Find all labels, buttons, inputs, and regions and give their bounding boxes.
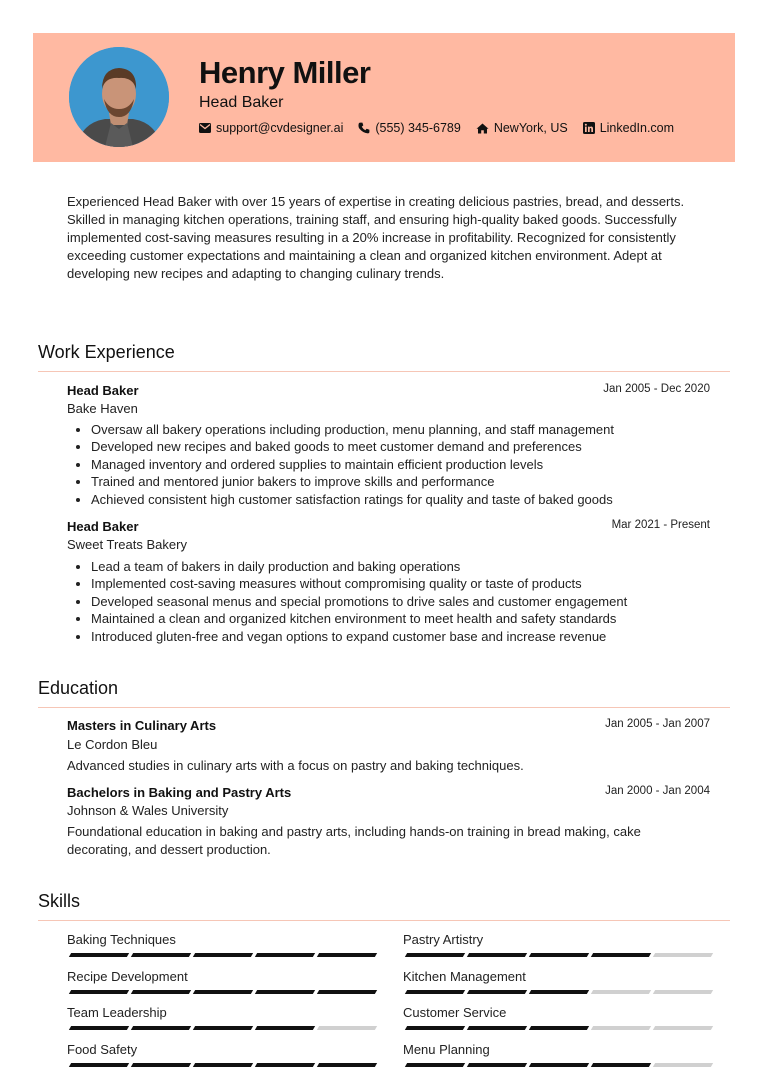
job-dates: Jan 2005 - Dec 2020 [603,383,710,395]
skill-level-bar [406,1026,716,1030]
list-item: • Managed inventory and ordered supplies to maintain efficient production levels [91,456,731,473]
skill-segment-filled [131,953,191,957]
list-item: • Oversaw all bakery operations including production, menu planning, and staff management [91,421,731,438]
resume-header [33,33,735,162]
skill-segment-filled [405,1063,465,1067]
envelope-icon [199,123,211,133]
school-name: Johnson & Wales University [67,803,229,818]
location-text: NewYork, US [493,121,568,135]
skill-segment-filled [529,953,589,957]
skill-segment-empty [653,953,713,957]
skill-segment-filled [317,990,377,994]
skill-segment-filled [467,990,527,994]
skill-segment-filled [317,1063,377,1067]
linkedin-text: LinkedIn.com [599,121,675,135]
education-description: Foundational education in baking and pastry arts, including hands-on training in bread making, cake decorating, and dessert production. [67,824,641,857]
list-item: • Achieved consistent high customer satisfaction ratings for quality and taste of baked goods [91,491,731,508]
skill-segment-filled [591,1063,651,1067]
school-name: Le Cordon Bleu [67,737,158,752]
skill-name: Food Safety [67,1042,138,1057]
skill-segment-empty [591,990,651,994]
education-dates: Jan 2005 - Jan 2007 [605,718,710,730]
skill-segment-filled [467,953,527,957]
skill-segment-filled [317,953,377,957]
job-title: Head Baker [67,519,139,534]
skill-level-bar [70,953,380,957]
skill-segment-filled [255,1063,315,1067]
skill-segment-filled [193,990,253,994]
skill-segment-filled [69,1026,129,1030]
home-icon [476,123,489,134]
job-company: Sweet Treats Bakery [67,537,187,552]
skill-level-bar [70,1063,380,1067]
email-text: support@cvdesigner.ai [216,121,344,135]
skill-name: Team Leadership [67,1005,167,1020]
education-dates: Jan 2000 - Jan 2004 [605,785,710,797]
skill-segment-filled [131,1063,191,1067]
education-heading: Education [38,678,119,698]
skill-segment-filled [69,1063,129,1067]
skill-segment-filled [405,1026,465,1030]
skill-segment-filled [193,1026,253,1030]
skill-segment-empty [653,1026,713,1030]
degree-title: Masters in Culinary Arts [67,718,217,733]
skill-segment-filled [193,1063,253,1067]
skill-segment-filled [467,1063,527,1067]
skill-name: Pastry Artistry [403,932,484,947]
job-company: Bake Haven [67,401,138,416]
contact-email[interactable] [199,121,343,135]
skill-segment-filled [529,1026,589,1030]
skill-name: Menu Planning [403,1042,490,1057]
phone-icon [358,122,370,134]
skill-segment-filled [131,990,191,994]
skill-level-bar [70,990,380,994]
skills-heading: Skills [38,891,81,911]
linkedin-icon [583,122,595,134]
candidate-title: Head Baker [199,94,284,111]
list-item: • Maintained a clean and organized kitchen environment to meet health and safety standards [91,610,731,627]
skill-name: Kitchen Management [403,969,526,984]
skill-segment-filled [405,990,465,994]
job-title: Head Baker [67,383,139,398]
contact-bar [199,121,689,135]
job-dates: Mar 2021 - Present [611,519,710,531]
list-item: • Implemented cost-saving measures without compromising quality or taste of products [91,575,731,592]
skill-segment-filled [193,953,253,957]
candidate-name: Henry Miller [199,55,371,90]
skill-level-bar [406,990,716,994]
skill-name: Customer Service [403,1005,507,1020]
skill-segment-empty [653,990,713,994]
skill-segment-empty [653,1063,713,1067]
skill-level-bar [406,1063,716,1067]
skill-segment-empty [591,1026,651,1030]
skill-segment-filled [405,953,465,957]
skill-segment-filled [255,1026,315,1030]
list-item: • Lead a team of bakers in daily production and baking operations [91,558,731,575]
section-divider [38,920,730,921]
skill-level-bar [406,953,716,957]
skill-name: Baking Techniques [67,932,176,947]
phone-text: (555) 345-6789 [375,121,461,135]
contact-phone[interactable] [358,121,460,135]
skill-segment-filled [69,953,129,957]
job-bullets [67,558,731,645]
contact-location [476,121,568,135]
list-item: • Developed new recipes and baked goods to meet customer demand and preferences [91,438,731,455]
skill-name: Recipe Development [67,969,188,984]
list-item: • Developed seasonal menus and special promotions to drive sales and customer engagement [91,593,731,610]
section-divider [38,707,730,708]
list-item: • Trained and mentored junior bakers to improve skills and performance [91,473,731,490]
contact-linkedin[interactable] [583,121,674,135]
education-description: Advanced studies in culinary arts with a focus on pastry and baking techniques. [67,758,524,773]
work-experience-heading: Work Experience [38,342,175,362]
professional-summary: Experienced Head Baker with over 15 years of expertise in creating delicious pastries, bread, and desserts. Skilled in managing kitchen operations, training staff, and ensuring high-quality baked goods. Successfully implemented cost-saving measures resulting in a 20% increase in profitability. Recognized for consistently exceeding customer expectations and maintaining a clean and organized kitchen environment. Adept at developing new recipes and adapting to changing culinary trends. [67,194,685,281]
degree-title: Bachelors in Baking and Pastry Arts [67,785,292,800]
skill-level-bar [70,1026,380,1030]
skill-segment-filled [467,1026,527,1030]
skill-segment-filled [131,1026,191,1030]
avatar [69,47,169,147]
skill-segment-filled [529,1063,589,1067]
skill-segment-filled [255,953,315,957]
skill-segment-empty [317,1026,377,1030]
list-item: • Introduced gluten-free and vegan options to expand customer base and increase revenue [91,628,731,645]
skill-segment-filled [591,953,651,957]
skill-segment-filled [69,990,129,994]
job-bullets [67,421,731,508]
skill-segment-filled [255,990,315,994]
profile-photo-icon [69,47,169,147]
skill-segment-filled [529,990,589,994]
section-divider [38,371,730,372]
